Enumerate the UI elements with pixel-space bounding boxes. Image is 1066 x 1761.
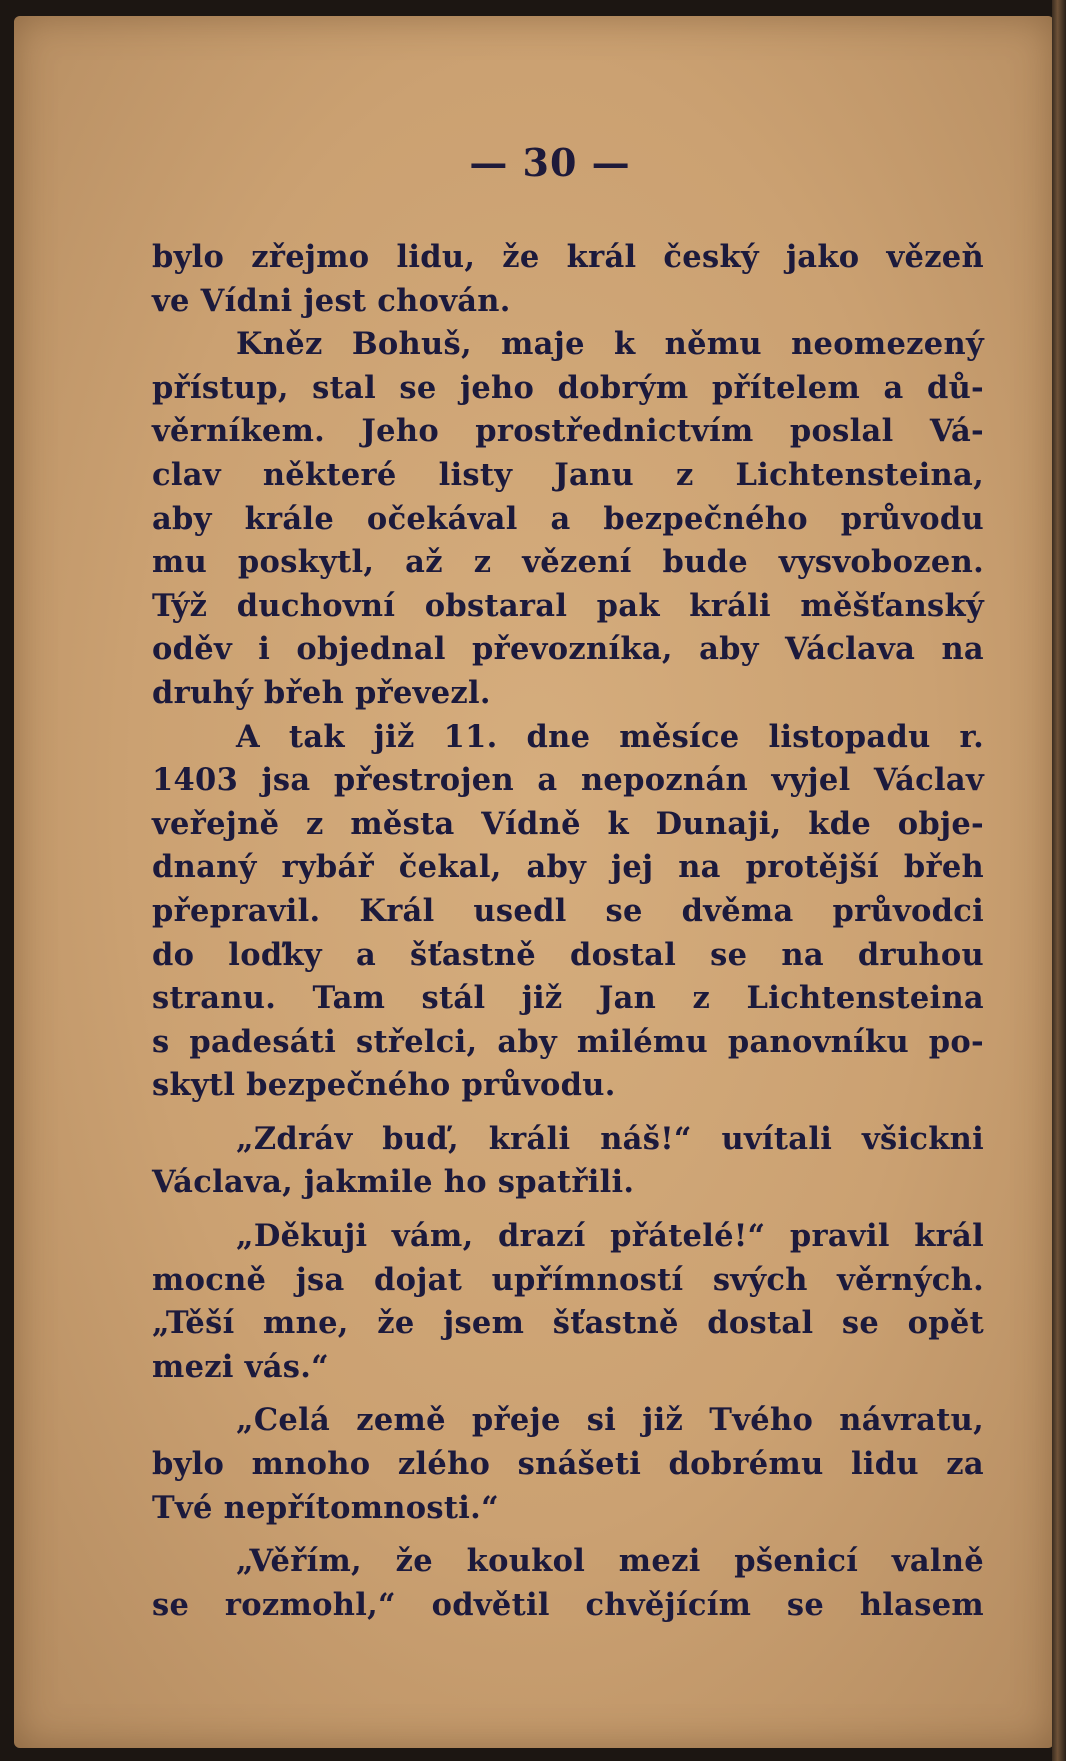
page-edge-shadow [1052,0,1066,1761]
text-line: „Zdráv buď, králi náš!“ uvítali všickni [236,1120,984,1157]
text-line: mezi vás.“ [152,1348,330,1385]
text-line: Tvé nepřítomnosti.“ [152,1489,499,1526]
text-line: Týž duchovní obstaral pak králi měšťanský [152,587,984,624]
body-text [152,236,984,1637]
text-line: do loďky a šťastně dostal se na druhou [152,936,984,973]
paragraph-5 [152,1215,984,1389]
text-line: stranu. Tam stál již Jan z Lichtensteina [152,980,984,1017]
text-line: skytl bezpečného průvodu. [152,1067,616,1104]
text-line: oděv i objednal převozníka, aby Václava na [152,631,984,668]
text-line: ve Vídni jest chován. [152,282,511,319]
text-line: mocně jsa dojat upřímností svých věrných. [152,1261,984,1298]
text-line: věrníkem. Jeho prostřednictvím poslal Vá- [152,413,984,450]
paragraph-6 [152,1399,984,1530]
text-line: přepravil. Král usedl se dvěma průvodci [152,892,984,929]
paragraph-3 [152,716,984,1108]
text-line: bylo zřejmo lidu, že král český jako vězeň [152,239,984,275]
text-line: „Věřím, že koukol mezi pšenicí valně [236,1543,984,1580]
text-line: „Celá země přeje si již Tvého návratu, [236,1402,984,1439]
text-line: s padesáti střelci, aby milému panovníku po- [152,1023,984,1060]
text-line: Václava, jakmile ho spatřili. [152,1164,635,1201]
text-line: A tak již 11. dne měsíce listopadu r. [236,718,984,755]
page-number: — 30 — [469,140,631,185]
text-line: aby krále očekával a bezpečného průvodu [152,500,984,537]
paragraph-1 [152,236,984,323]
text-line: druhý břeh převezl. [152,674,491,711]
text-line: „Těší mne, že jsem šťastně dostal se opět [152,1305,984,1342]
text-line: mu poskytl, až z vězení bude vysvobozen. [152,544,984,581]
paragraph-2 [152,323,984,715]
text-line: 1403 jsa přestrojen a nepoznán vyjel Václav [152,762,984,799]
text-line: bylo mnoho zlého snášeti dobrému lidu za [152,1446,984,1483]
paragraph-7 [152,1540,984,1627]
text-line: dnaný rybář čekal, aby jej na protější břeh [152,849,984,886]
text-line: Kněz Bohuš, maje k němu neomezený [236,326,984,363]
paragraph-4 [152,1118,984,1205]
text-line: veřejně z města Vídně k Dunaji, kde obje- [152,805,984,842]
text-line: „Děkuji vám, drazí přátelé!“ pravil král [236,1218,984,1255]
text-line: clav některé listy Janu z Lichtensteina, [152,456,984,493]
text-line: přístup, stal se jeho dobrým přítelem a dů- [152,369,984,406]
text-line: se rozmohl,“ odvětil chvějícím se hlasem [152,1586,984,1623]
